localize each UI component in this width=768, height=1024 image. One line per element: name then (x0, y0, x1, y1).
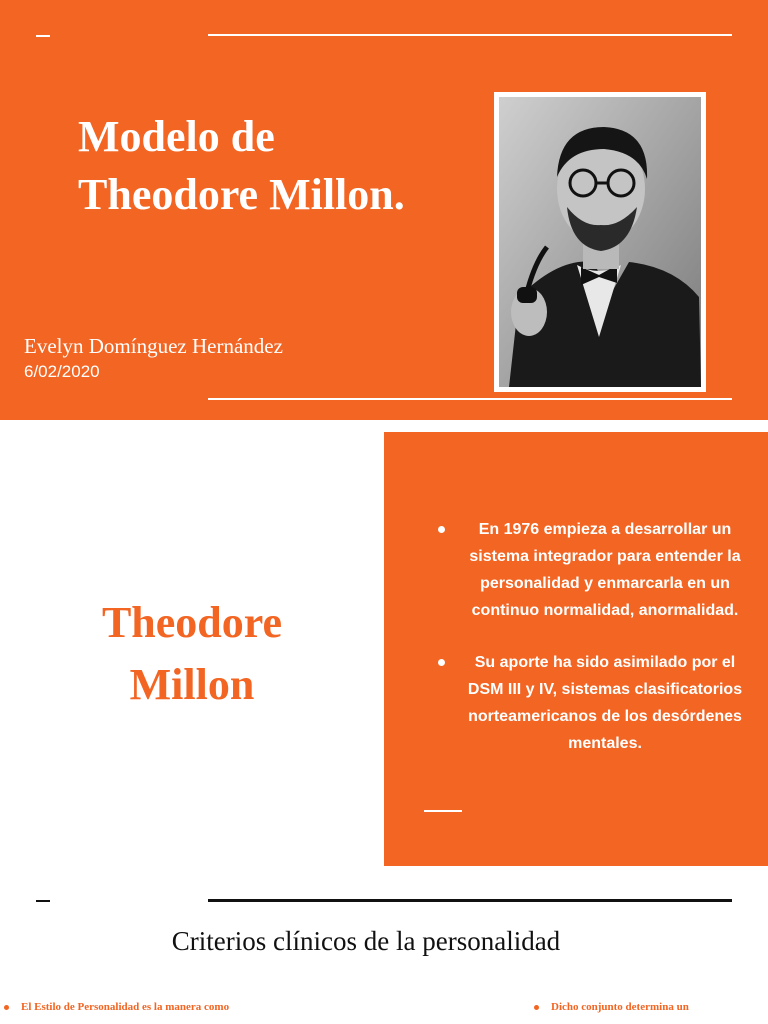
presentation-title: Modelo de Theodore Millon. (78, 112, 405, 219)
top-divider-line (208, 34, 732, 36)
bullet-icon (4, 1005, 9, 1010)
bullet-item-right: Dicho conjunto determina un (534, 998, 689, 1016)
presentation-date: 6/02/2020 (24, 362, 100, 381)
bullet-icon (438, 526, 445, 533)
slide-marker-dash (36, 900, 50, 902)
criteria-slide (0, 878, 768, 1024)
slide-marker-dash (36, 35, 50, 37)
bullet-item-left: El Estilo de Personalidad es la manera como (4, 998, 229, 1016)
portrait-photo-image (499, 97, 701, 387)
bullet-item: Su aporte ha sido asimilado por el DSM III y IV, sistemas clasificatorios norteamericanos de los desórdenes mentales. (430, 649, 750, 757)
about-slide (0, 432, 768, 866)
panel-accent-line (424, 810, 462, 812)
bullet-list (430, 516, 750, 782)
title-slide (0, 0, 768, 420)
bottom-divider-line (208, 398, 732, 400)
author-name: Evelyn Domínguez Hernández (24, 334, 283, 358)
bullet-item: En 1976 empieza a desarrollar un sistema integrador para entender la personalidad y enmarcarla en un continuo normalidad, anormalidad. (430, 516, 750, 624)
slide-title: Criterios clínicos de la personalidad (171, 926, 561, 956)
bullet-icon (534, 1005, 539, 1010)
bullet-icon (438, 659, 445, 666)
section-title: Theodore Millon (101, 598, 283, 709)
top-divider-line (208, 899, 732, 902)
portrait-photo (494, 92, 706, 392)
